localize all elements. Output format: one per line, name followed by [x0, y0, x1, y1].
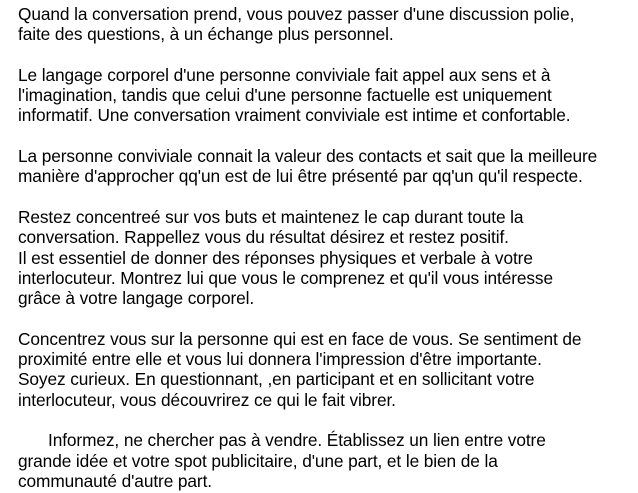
text-line: informatif. Une conversation vraiment conviviale est intime et confortable.: [18, 105, 571, 126]
text-line: grande idée et votre spot publicitaire, d'une part, et le bien de la: [18, 450, 498, 471]
text-line: conversation. Rappellez vous du résultat désirez et restez positif.: [18, 227, 509, 248]
paragraph-2: [18, 65, 634, 126]
text-line: interlocuteur, vous découvrirez ce qui le fait vibrer.: [18, 389, 396, 410]
document-body: [18, 4, 634, 493]
text-line: Quand la conversation prend, vous pouvez passer d'une discussion polie,: [18, 4, 575, 24]
text-line: La personne conviviale connait la valeur des contacts et sait que la meilleure: [18, 146, 598, 167]
text-line: Le langage corporel d'une personne conviviale fait appel aux sens et à: [18, 64, 551, 85]
text-line: Concentrez vous sur la personne qui est en face de vous. Se sentiment de: [18, 328, 582, 349]
text-line: communauté d'autre part.: [18, 470, 212, 491]
text-line: Restez concentreé sur vos buts et maintenez le cap durant toute la: [18, 206, 524, 227]
text-line: l'imagination, tandis que celui d'une personne factuelle est uniquement: [18, 85, 552, 106]
text-line: interlocuteur. Montrez lui que vous le comprenez et qu'il vous intéresse: [18, 267, 553, 288]
text-line: Soyez curieux. En questionnant, ,en participant et en sollicitant votre: [18, 369, 535, 390]
text-line: faite des questions, à un échange plus personnel.: [18, 24, 394, 45]
text-line: proximité entre elle et vous lui donnera l'impression d'être importante.: [18, 349, 542, 370]
paragraph-4: [18, 207, 634, 308]
paragraph-1: [18, 4, 634, 45]
paragraph-5: [18, 329, 634, 410]
paragraph-6: [18, 430, 634, 491]
paragraph-3: [18, 146, 634, 187]
text-line: grâce à votre langage corporel.: [18, 288, 255, 309]
text-line: Informez, ne chercher pas à vendre. Établissez un lien entre votre: [48, 430, 546, 451]
text-line: manière d'approcher qq'un est de lui être présenté par qq'un qu'il respecte.: [18, 166, 583, 187]
text-line: Il est essentiel de donner des réponses physiques et verbale à votre: [18, 247, 533, 268]
